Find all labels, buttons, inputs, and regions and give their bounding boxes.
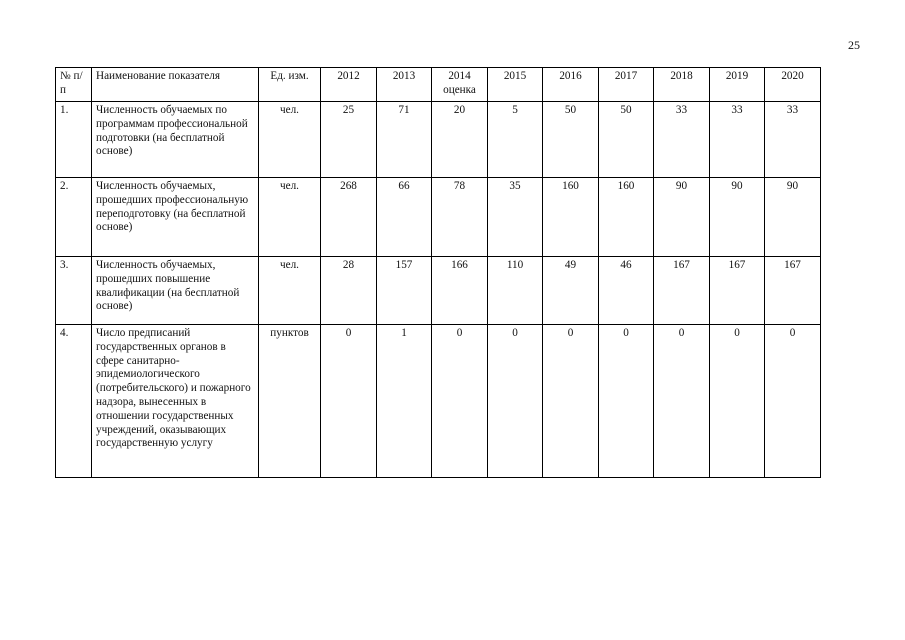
- unit-cell: чел.: [259, 102, 321, 178]
- value-cell: 0: [321, 325, 377, 478]
- header-year: 2013: [377, 68, 432, 102]
- value-cell: 167: [710, 257, 765, 325]
- value-cell: 0: [432, 325, 488, 478]
- unit-cell: пунктов: [259, 325, 321, 478]
- table-header: [56, 68, 821, 102]
- value-cell: 28: [321, 257, 377, 325]
- header-row: [56, 68, 821, 102]
- value-cell: 33: [765, 102, 821, 178]
- value-cell: 71: [377, 102, 432, 178]
- value-cell: 0: [654, 325, 710, 478]
- value-cell: 167: [654, 257, 710, 325]
- header-year: 2016: [543, 68, 599, 102]
- value-cell: 0: [488, 325, 543, 478]
- header-year: 2019: [710, 68, 765, 102]
- header-unit: Ед. изм.: [259, 68, 321, 102]
- indicator-name: Число предписаний государственных органов в сфере санитарно-эпидемиологического (потребительского) и пожарного надзора, вынесенных в отношении государственных учреждений, оказывающих государственную услугу: [92, 325, 259, 478]
- header-year: 2015: [488, 68, 543, 102]
- value-cell: 166: [432, 257, 488, 325]
- table-row: [56, 257, 821, 325]
- value-cell: 1: [377, 325, 432, 478]
- value-cell: 33: [654, 102, 710, 178]
- value-cell: 50: [543, 102, 599, 178]
- value-cell: 90: [710, 178, 765, 257]
- value-cell: 160: [599, 178, 654, 257]
- value-cell: 110: [488, 257, 543, 325]
- value-cell: 90: [654, 178, 710, 257]
- value-cell: 5: [488, 102, 543, 178]
- indicator-name: Численность обучаемых, прошедших повышение квалификации (на бесплатной основе): [92, 257, 259, 325]
- header-year: 2018: [654, 68, 710, 102]
- header-year: 2017: [599, 68, 654, 102]
- header-year: 2020: [765, 68, 821, 102]
- value-cell: 268: [321, 178, 377, 257]
- indicator-name: Численность обучаемых, прошедших профессиональную переподготовку (на бесплатной основе): [92, 178, 259, 257]
- value-cell: 66: [377, 178, 432, 257]
- unit-cell: чел.: [259, 257, 321, 325]
- row-number: 3.: [56, 257, 92, 325]
- row-number: 4.: [56, 325, 92, 478]
- table-body: [56, 102, 821, 478]
- header-year: 2012: [321, 68, 377, 102]
- value-cell: 25: [321, 102, 377, 178]
- value-cell: 35: [488, 178, 543, 257]
- value-cell: 49: [543, 257, 599, 325]
- header-number: № п/п: [56, 68, 92, 102]
- value-cell: 33: [710, 102, 765, 178]
- table-row: [56, 178, 821, 257]
- value-cell: 160: [543, 178, 599, 257]
- value-cell: 0: [765, 325, 821, 478]
- table-row: [56, 102, 821, 178]
- header-indicator-name: Наименование показателя: [92, 68, 259, 102]
- row-number: 2.: [56, 178, 92, 257]
- value-cell: 90: [765, 178, 821, 257]
- table-row: [56, 325, 821, 478]
- value-cell: 157: [377, 257, 432, 325]
- indicator-name: Численность обучаемых по программам профессиональной подготовки (на бесплатной основе): [92, 102, 259, 178]
- value-cell: 50: [599, 102, 654, 178]
- value-cell: 0: [543, 325, 599, 478]
- value-cell: 0: [599, 325, 654, 478]
- page-number: 25: [848, 38, 860, 52]
- value-cell: 0: [710, 325, 765, 478]
- header-year: 2014 оценка: [432, 68, 488, 102]
- indicators-table: [55, 67, 821, 478]
- value-cell: 20: [432, 102, 488, 178]
- value-cell: 46: [599, 257, 654, 325]
- unit-cell: чел.: [259, 178, 321, 257]
- value-cell: 78: [432, 178, 488, 257]
- row-number: 1.: [56, 102, 92, 178]
- value-cell: 167: [765, 257, 821, 325]
